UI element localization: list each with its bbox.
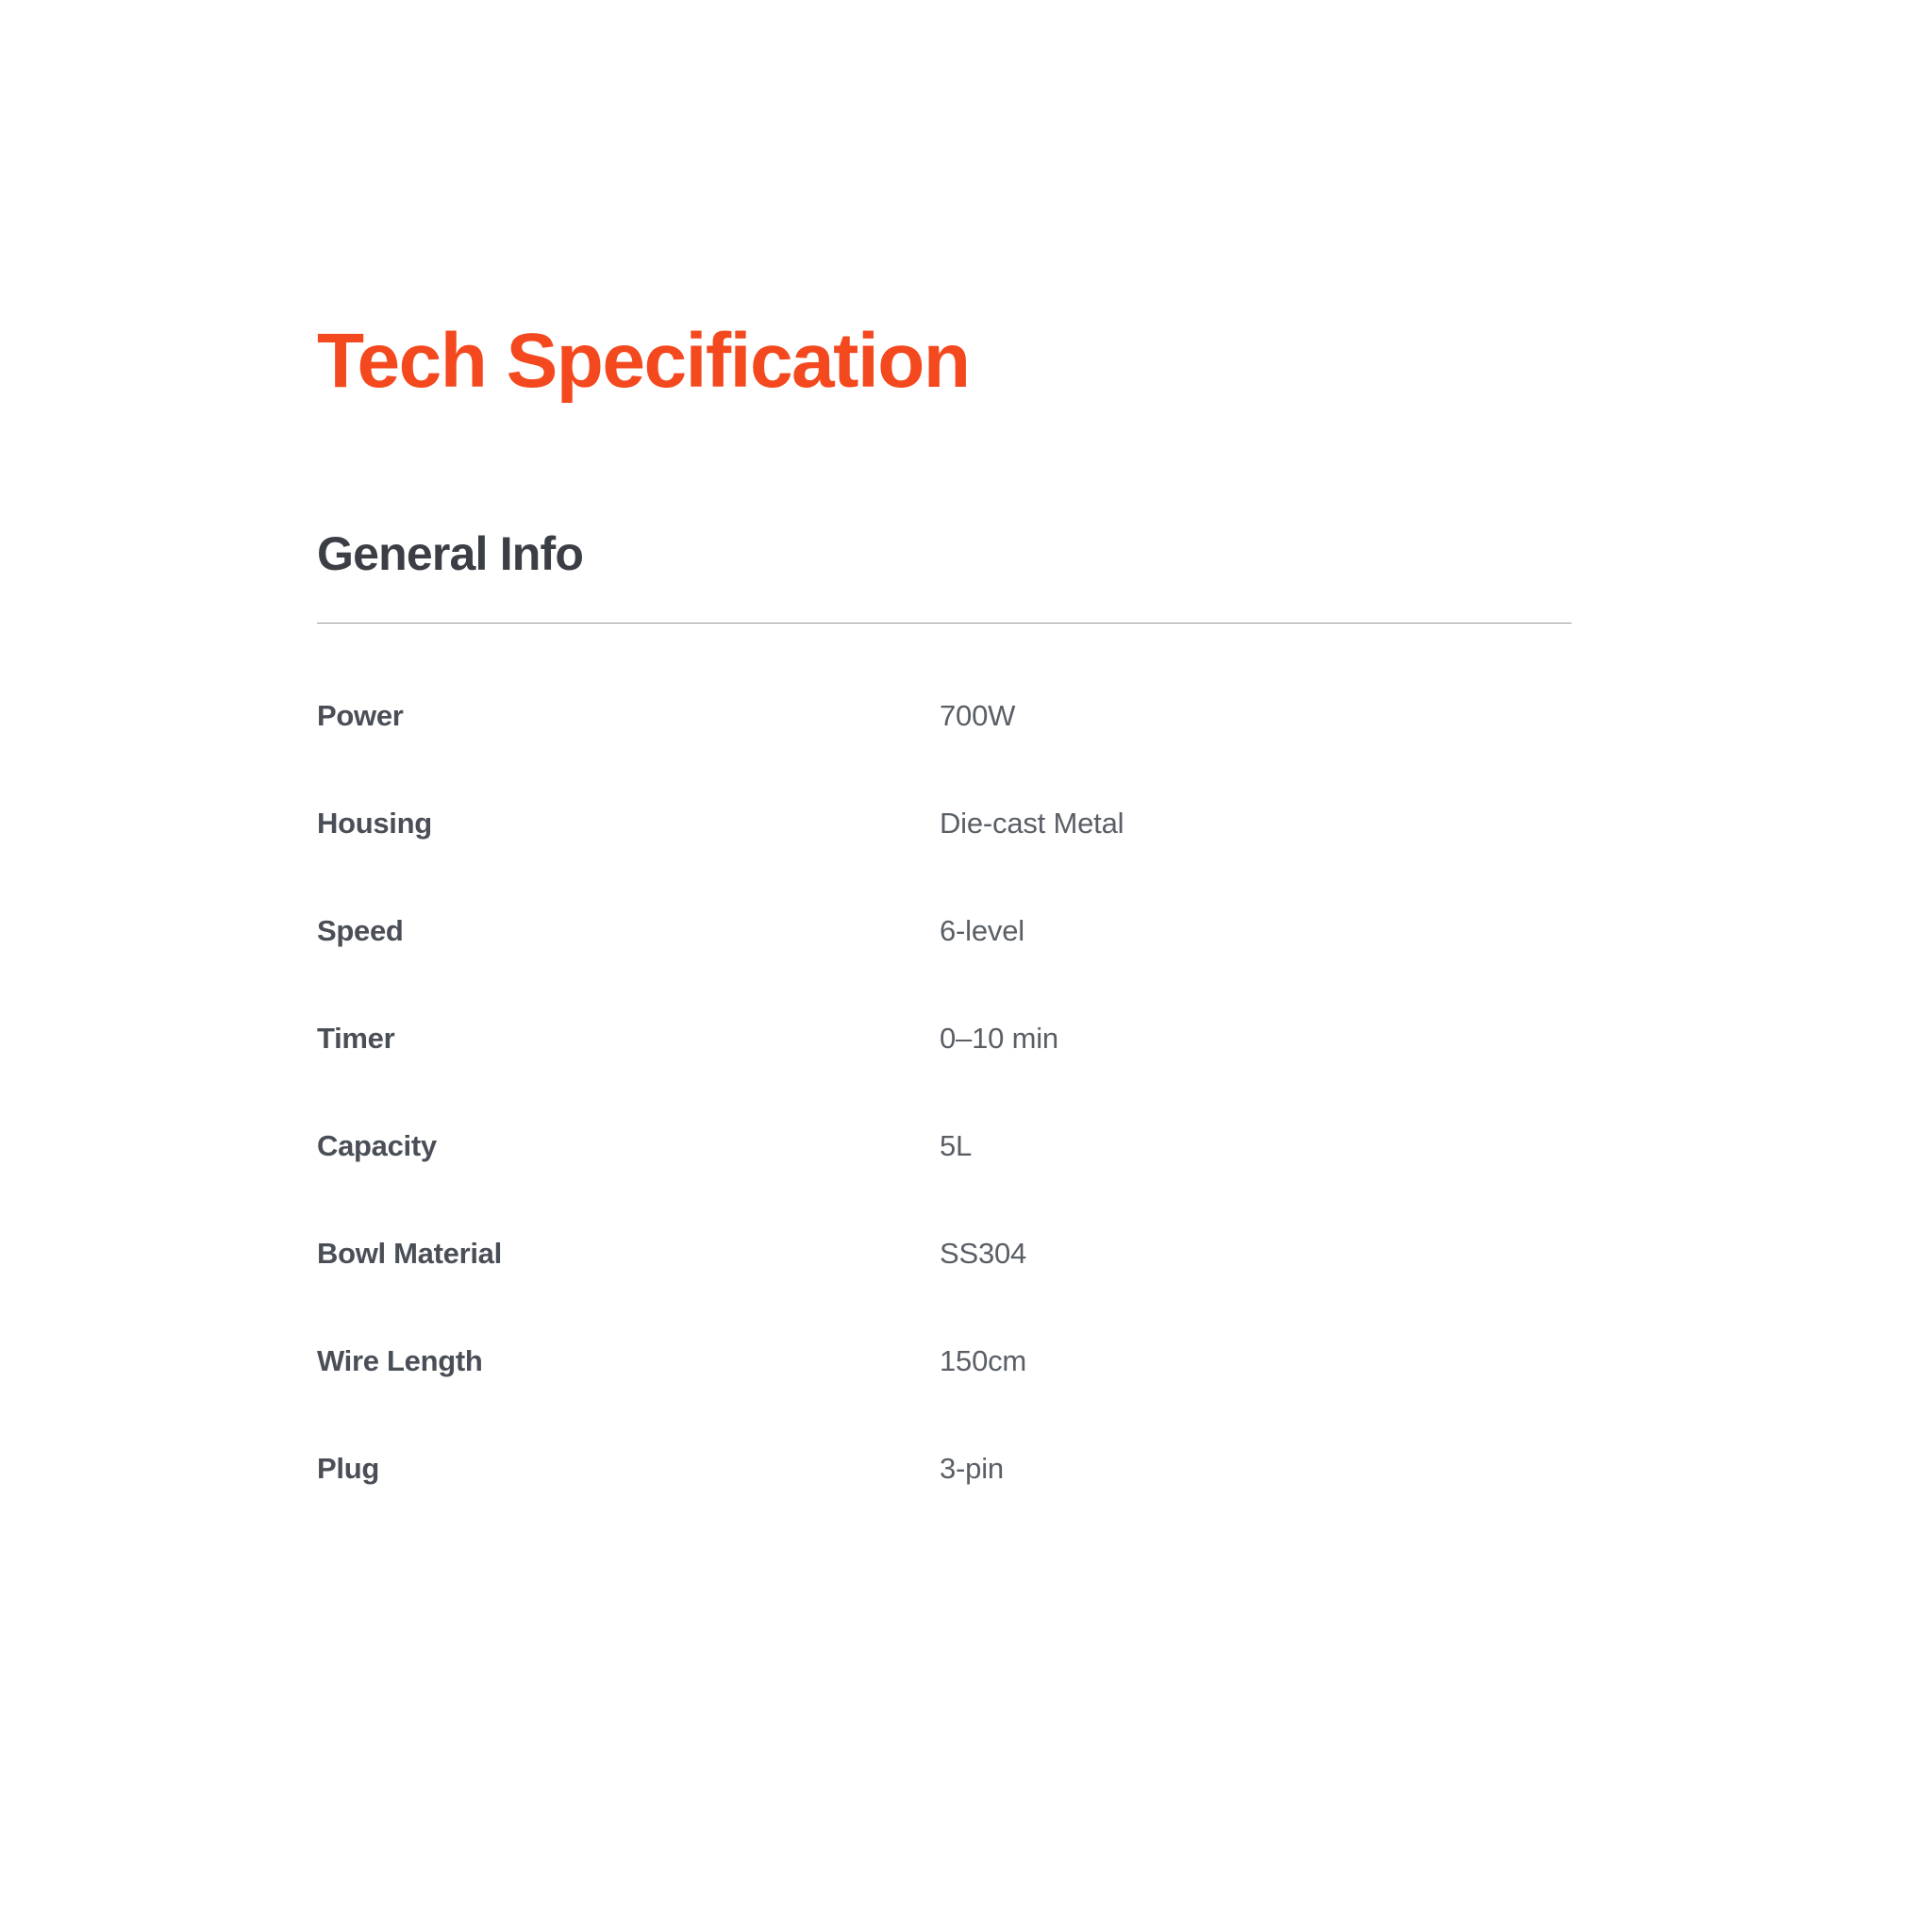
spec-value: SS304 [940, 1237, 1027, 1271]
section-heading: General Info [317, 527, 584, 581]
table-row [317, 1452, 1572, 1559]
spec-label: Power [317, 699, 404, 733]
spec-label: Timer [317, 1022, 395, 1056]
section-general-info [317, 526, 1581, 1559]
spec-value: 6-level [940, 914, 1024, 948]
spec-value: 3-pin [940, 1452, 1004, 1486]
table-row [317, 1022, 1572, 1129]
table-row [317, 1129, 1572, 1237]
spec-value: 150cm [940, 1344, 1027, 1378]
spec-value: 5L [940, 1129, 973, 1163]
section-divider [317, 623, 1572, 624]
spec-label: Bowl Material [317, 1237, 502, 1271]
spec-label: Plug [317, 1452, 379, 1486]
table-row [317, 699, 1572, 807]
table-row [317, 1344, 1572, 1452]
spec-value: Die-cast Metal [940, 807, 1124, 841]
spec-label: Speed [317, 914, 404, 948]
spec-label: Wire Length [317, 1344, 483, 1378]
table-row [317, 914, 1572, 1022]
table-row [317, 1237, 1572, 1344]
spec-value: 0–10 min [940, 1022, 1058, 1056]
spec-value: 700W [940, 699, 1016, 733]
table-row [317, 807, 1572, 914]
spec-label: Housing [317, 807, 432, 841]
page-title: Tech Specification [317, 318, 970, 404]
spec-label: Capacity [317, 1129, 437, 1163]
spec-table [317, 699, 1572, 1559]
document-content [317, 318, 1581, 1559]
